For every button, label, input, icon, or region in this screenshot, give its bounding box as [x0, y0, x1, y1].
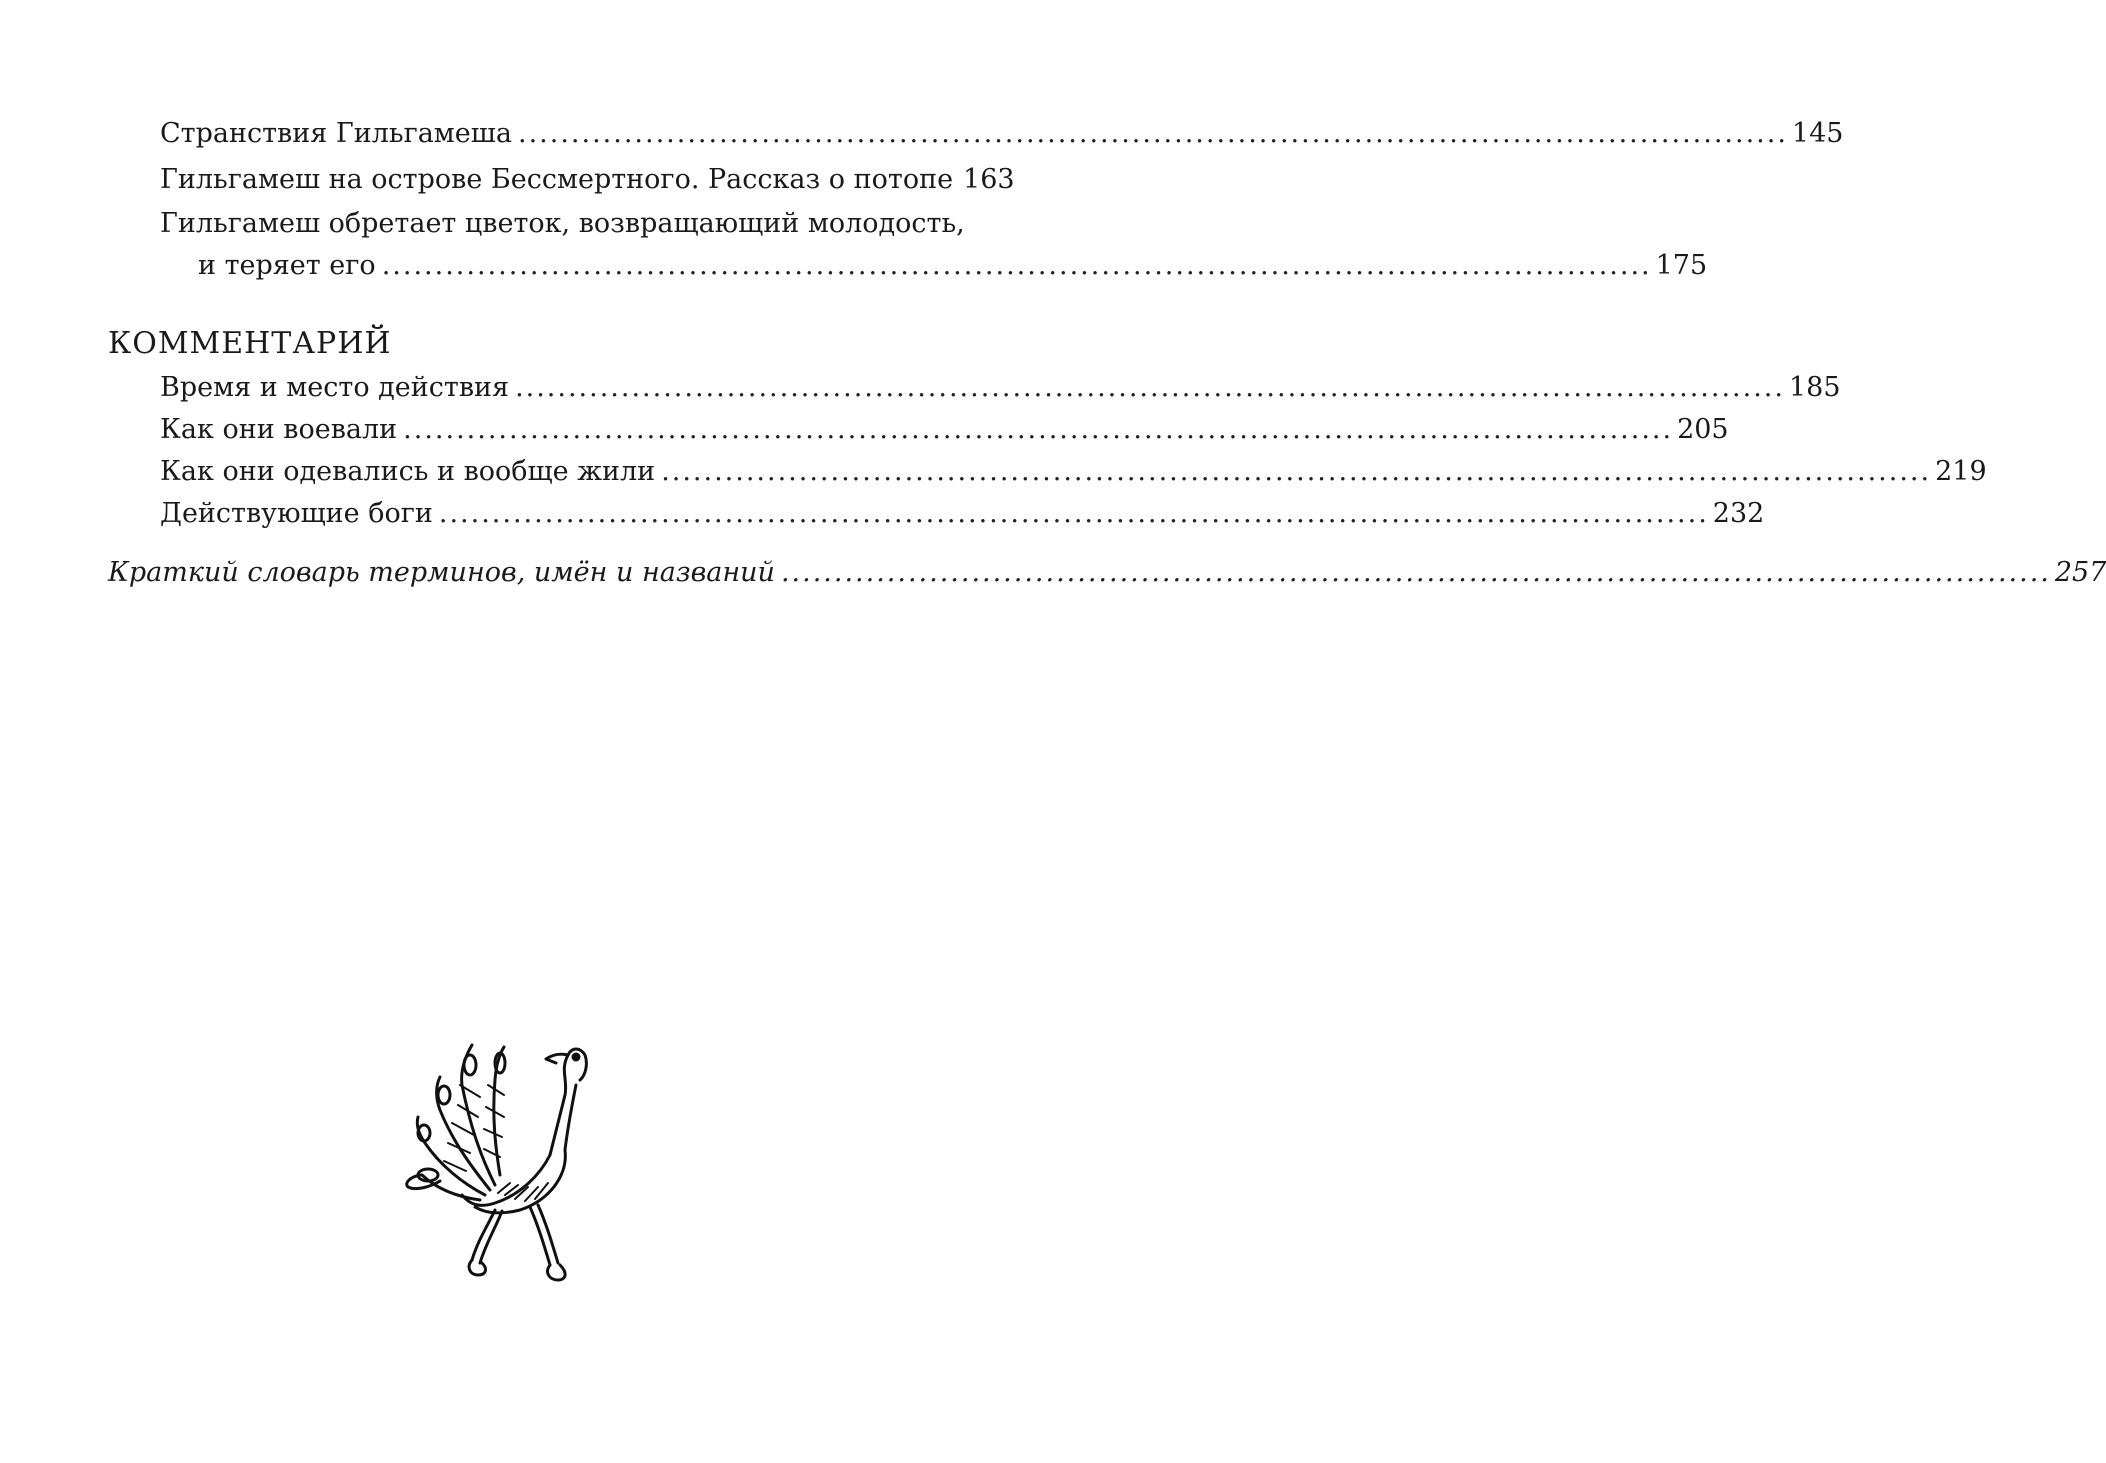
toc-page-number: 219 — [1935, 456, 1987, 487]
bird-ornament-icon — [400, 1025, 600, 1285]
toc-entry-label: Краткий словарь терминов, имён и названий — [108, 557, 781, 589]
toc-page-number: 175 — [1655, 250, 1708, 281]
toc-entry[interactable] — [160, 498, 1765, 530]
toc-leader-dots: ........................................................................................................................ — [515, 372, 1785, 403]
toc-entry-label: Время и место действия — [160, 372, 515, 404]
toc-page-number: 145 — [1791, 118, 1844, 149]
toc-entry-label: Странствия Гильгамеша — [160, 118, 518, 150]
toc-leader-dots: ........................................................................................................................ — [518, 118, 1788, 149]
section-heading-commentary: КОММЕНТАРИЙ — [108, 326, 392, 361]
toc-entry-label-line1[interactable]: Гильгамеш обретает цветок, возвращающий молодость, — [160, 208, 965, 239]
toc-entry[interactable] — [160, 456, 1987, 488]
toc-page-number: 232 — [1712, 498, 1765, 529]
toc-entry[interactable] — [160, 372, 1841, 404]
toc-entry[interactable] — [160, 414, 1729, 446]
toc-page-number: 257 — [2054, 557, 2106, 588]
toc-entry-glossary[interactable] — [108, 557, 2106, 589]
toc-page-number: 163 — [963, 164, 1015, 195]
toc-entry-label: Действующие боги — [160, 498, 439, 530]
toc-entry[interactable] — [198, 250, 1708, 282]
toc-leader-dots: ........................................................................................................................ — [661, 456, 1932, 487]
toc-entry[interactable] — [160, 164, 1015, 196]
toc-leader-dots: ........................................................................................................................ — [403, 414, 1674, 445]
toc-entry-label: Как они одевались и вообще жили — [160, 456, 661, 488]
toc-leader-dots: ........................................................................................................................ — [381, 250, 1652, 281]
toc-leader-dots: ........................................................................................................................ — [438, 498, 1709, 529]
toc-entry-label: Как они воевали — [160, 414, 403, 446]
toc-page-number: 185 — [1788, 372, 1841, 403]
toc-entry[interactable] — [160, 118, 1844, 150]
toc-entry-label: Гильгамеш на острове Бессмертного. Рассказ о потопе — [160, 164, 959, 196]
toc-leader-dots: ........................................................................................................................ — [780, 557, 2051, 588]
toc-page-number: 205 — [1677, 414, 1729, 445]
toc-entry-label: и теряет его — [198, 250, 382, 282]
